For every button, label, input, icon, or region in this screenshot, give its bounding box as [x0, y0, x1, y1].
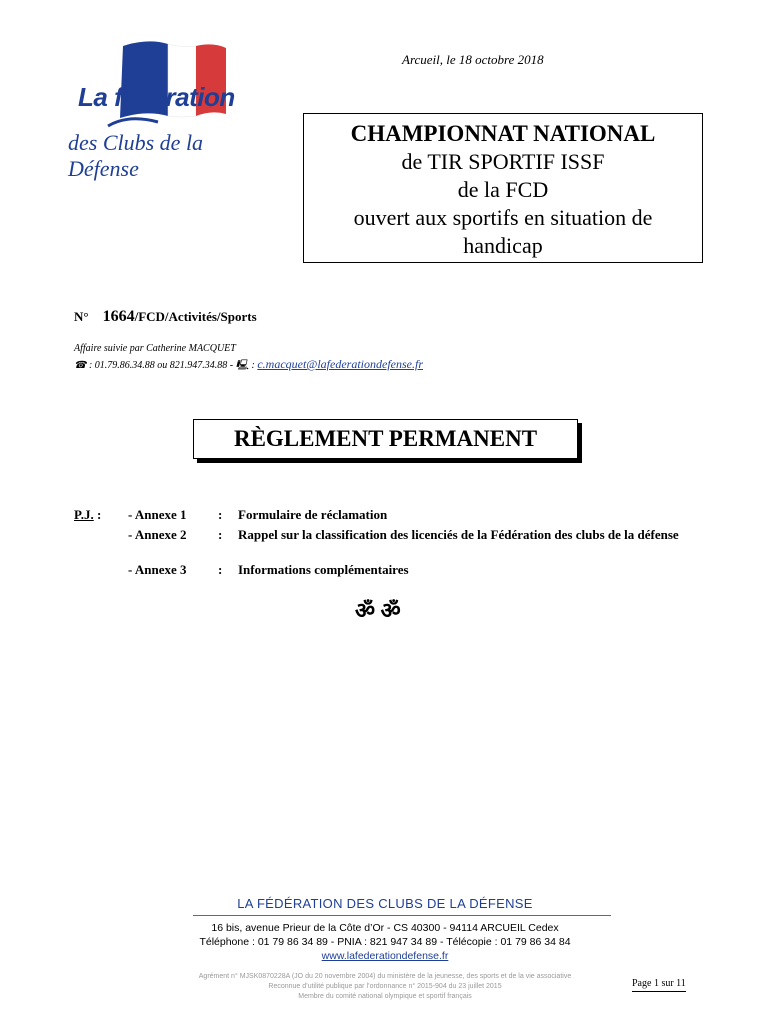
annex-2-description: Rappel sur la classification des licenciés de la Fédération des clubs de la défense: [238, 527, 679, 542]
footer-phones: Téléphone : 01 79 86 34 89 - PNIA : 821 947 34 89 - Télécopie : 01 79 86 34 84: [199, 936, 571, 948]
footer-membre: Membre du comité national olympique et sportif français: [298, 993, 472, 1000]
footer-title: LA FÉDÉRATION DES CLUBS DE LA DÉFENSE: [237, 896, 533, 911]
annex-1-description: Formulaire de réclamation: [238, 507, 388, 522]
ornament-icon: ॐ ॐ: [355, 598, 401, 623]
affaire-suivie: Affaire suivie par Catherine MACQUET: [74, 343, 236, 354]
email-link[interactable]: c.macquet@lafederationdefense.fr: [257, 357, 423, 371]
page-number: Page 1 sur 11: [632, 978, 686, 992]
pj-label: P.J.: [74, 507, 94, 522]
annex-3-colon: :: [218, 562, 223, 577]
title-line-1: CHAMPIONNAT NATIONAL: [350, 121, 656, 146]
document-date: Arcueil, le 18 octobre 2018: [402, 52, 544, 67]
pj-colon: :: [97, 507, 102, 522]
reference-line: [74, 308, 257, 326]
logo-sub-text: des Clubs de la Défense: [68, 130, 204, 181]
annex-1-colon: :: [218, 507, 223, 522]
footer-utilite: Reconnue d’utilité publique par l’ordonnance n° 2015-904 du 23 juillet 2015: [268, 983, 502, 990]
phone-numbers: : 01.79.86.34.88 ou 821.947.34.88 -: [88, 360, 234, 371]
federation-logo: [68, 38, 268, 181]
footer-divider: [193, 915, 611, 916]
annex-2-colon: :: [218, 527, 223, 542]
championship-title-box: [303, 113, 703, 263]
reglement-title: RÈGLEMENT PERMANENT: [193, 419, 578, 459]
title-line-4: ouvert aux sportifs en situation de: [353, 205, 653, 230]
title-line-2: de TIR SPORTIF ISSF: [401, 149, 605, 174]
annex-3-description: Informations complémentaires: [238, 562, 409, 577]
title-line-3: de la FCD: [457, 177, 549, 202]
footer-website-link[interactable]: www.lafederationdefense.fr: [321, 950, 449, 962]
logo-main-text: La fédération: [78, 82, 235, 112]
reference-number: 1664: [102, 308, 135, 325]
computer-icon: 🖳: [235, 360, 249, 371]
annex-2-label: - Annexe 2: [128, 527, 187, 542]
title-line-5: handicap: [463, 233, 543, 258]
reference-label: N°: [74, 309, 89, 324]
reference-suffix: /FCD/Activités/Sports: [134, 309, 257, 324]
footer-address: 16 bis, avenue Prieur de la Côte d’Or - CS 40300 - 94114 ARCUEIL Cedex: [211, 922, 559, 934]
phone-icon: ☎: [74, 360, 87, 371]
annex-1-label: - Annexe 1: [128, 507, 187, 522]
footer-agrement: Agrément n° MJSK0870228A (JO du 20 novembre 2004) du ministère de la jeunesse, des sports et de la vie associative: [198, 973, 572, 980]
contact-line: [74, 357, 423, 375]
annex-3-label: - Annexe 3: [128, 562, 187, 577]
email-separator: :: [251, 360, 255, 371]
